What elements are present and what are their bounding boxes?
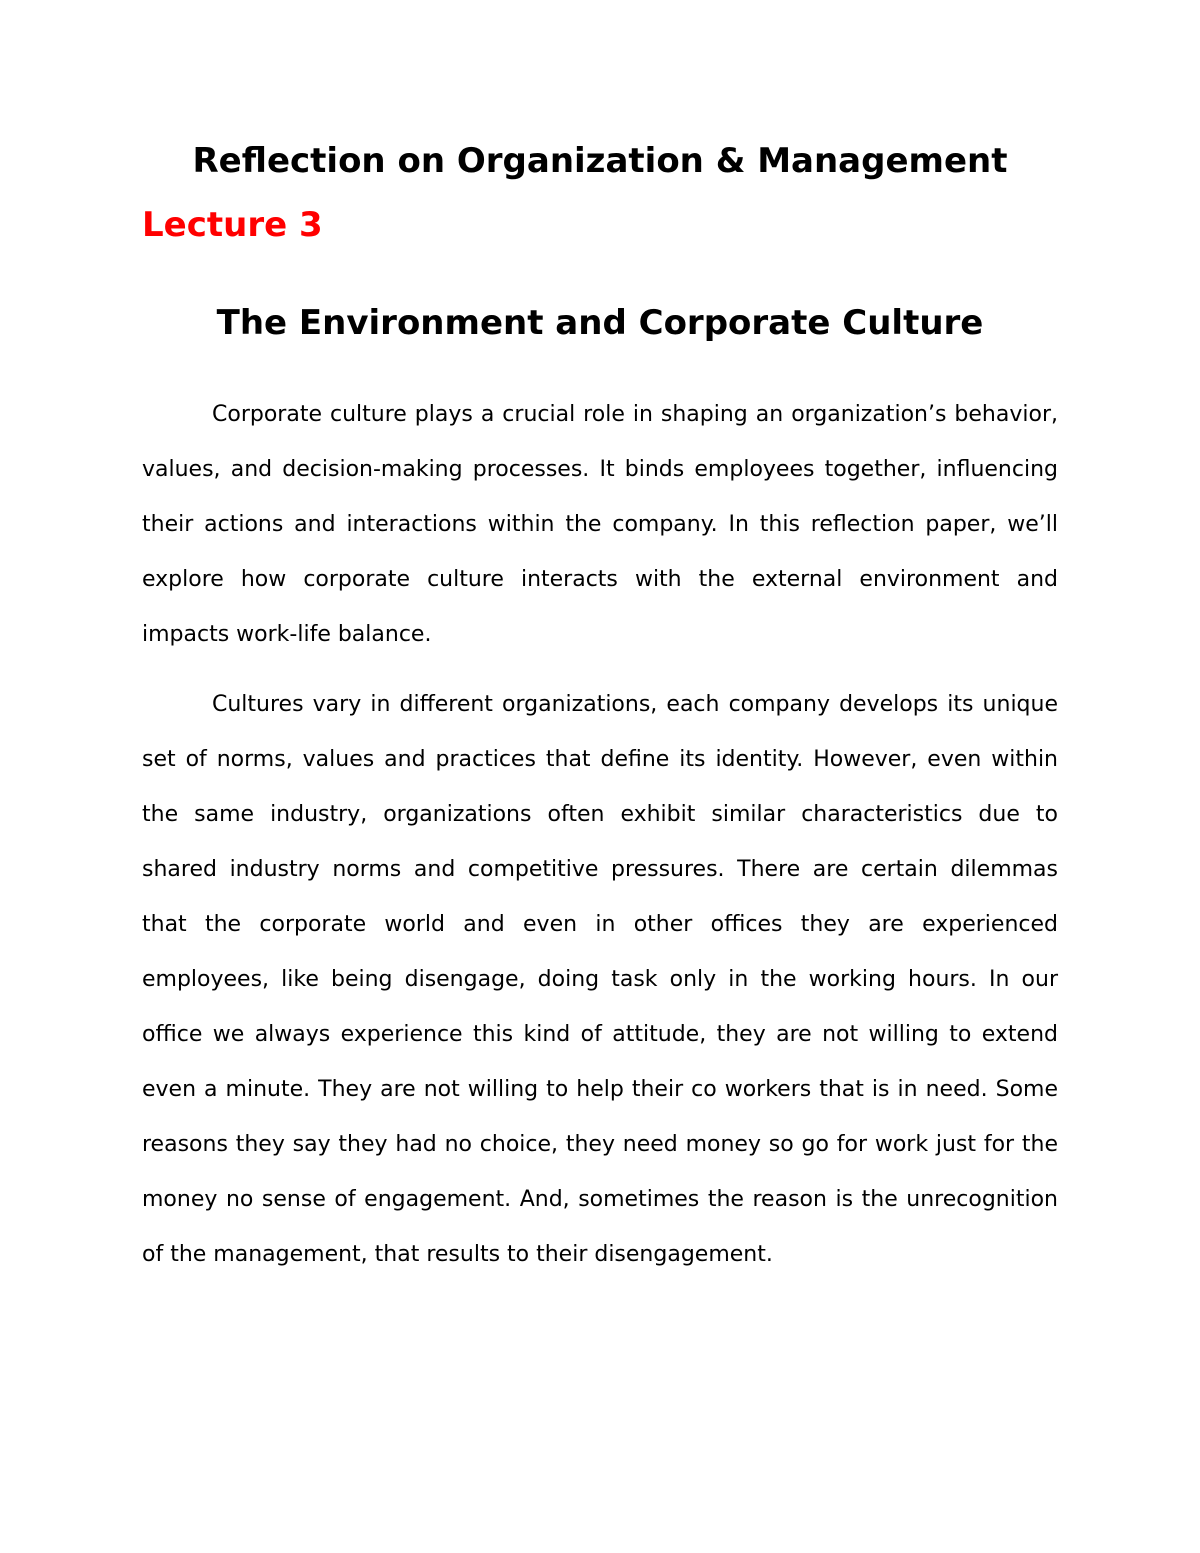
section-heading: The Environment and Corporate Culture bbox=[216, 303, 984, 343]
document-title: Reflection on Organization & Management bbox=[192, 141, 1008, 181]
lecture-label: Lecture 3 bbox=[142, 205, 323, 245]
body-paragraph-1: Corporate culture plays a crucial role in shaping an organization’s behavior, values, and decision-making processes. It binds employees together, influencing their actions and interactions within the company. In this reflection paper, we’ll explore how corporate culture interacts with the external environment and impacts work-life balance. bbox=[142, 402, 1058, 647]
body-paragraph-2: Cultures vary in different organizations, each company develops its unique set of norms, values and practices that define its identity. However, even within the same industry, organizations often exhibit similar characteristics due to shared industry norms and competitive pressures. There are certain dilemmas that the corporate world and even in other offices they are experienced employees, like being disengage, doing task only in the working hours. In our office we always experience this kind of attitude, they are not willing to extend even a minute. They are not willing to help their co workers that is in need. Some reasons they say they had no choice, they need money so go for work just for the money no sense of engagement. And, sometimes the reason is the unrecognition of the management, that results to their disengagement. bbox=[142, 692, 1058, 1267]
